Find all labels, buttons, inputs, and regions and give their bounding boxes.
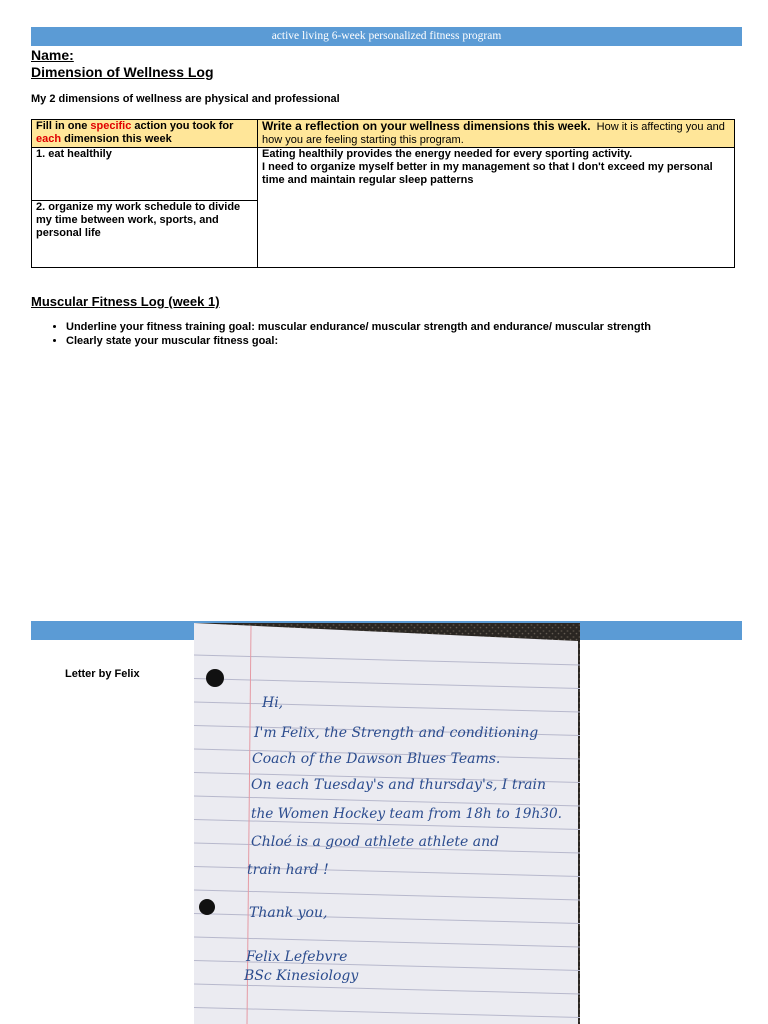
handwritten-line: BSc Kinesiology xyxy=(244,968,359,984)
binder-hole xyxy=(199,899,215,915)
muscular-log-bullets xyxy=(31,320,651,348)
binder-hole xyxy=(206,669,224,687)
handwritten-line: the Women Hockey team from 18h to 19h30. xyxy=(251,806,562,822)
handwritten-line: Coach of the Dawson Blues Teams. xyxy=(252,751,501,767)
list-item: • Underline your fitness training goal: muscular endurance/ muscular strength and endurance/ muscular strength xyxy=(66,320,651,334)
handwritten-line: On each Tuesday's and thursday's, I train xyxy=(251,777,547,793)
wellness-log-header-row xyxy=(32,120,735,148)
dimension-log-title: Dimension of Wellness Log xyxy=(31,64,214,80)
program-banner xyxy=(31,27,742,46)
muscular-log-title: Muscular Fitness Log (week 1) xyxy=(31,294,220,309)
reflection-column-header: Write a reflection on your wellness dimensions this week. How it is affecting you and how you are feeling starting this program. xyxy=(258,120,735,148)
list-item: • Clearly state your muscular fitness goal: xyxy=(66,334,651,348)
wellness-log-row xyxy=(32,148,735,201)
reflection-cell[interactable]: Eating healthily provides the energy needed for every sporting activity. I need to organize myself better in my management so that I don't exceed my personal time and maintain regular sleep patterns xyxy=(258,148,735,268)
handwritten-line: Thank you, xyxy=(249,905,328,921)
letter-paper-svg xyxy=(194,623,580,1024)
handwritten-line: Chloé is a good athlete athlete and xyxy=(251,834,500,850)
handwritten-line: train hard ! xyxy=(247,862,329,878)
wellness-log-table xyxy=(31,119,735,268)
handwritten-line: Hi, xyxy=(262,695,284,711)
handwritten-line: I'm Felix, the Strength and conditioning xyxy=(254,725,539,741)
actions-column-header: Fill in one specific action you took for each dimension this week xyxy=(32,120,258,148)
action-2-cell[interactable]: 2. organize my work schedule to divide my time between work, sports, and personal life xyxy=(32,201,258,268)
dimensions-statement: My 2 dimensions of wellness are physical and professional xyxy=(31,93,340,105)
program-banner-text: active living 6-week personalized fitness program xyxy=(271,30,502,42)
handwritten-letter-photo xyxy=(194,623,580,1024)
handwritten-line: Felix Lefebvre xyxy=(246,949,348,965)
name-label: Name: xyxy=(31,47,74,63)
action-1-cell[interactable]: 1. eat healthily xyxy=(32,148,258,201)
letter-label: Letter by Felix xyxy=(65,668,140,680)
